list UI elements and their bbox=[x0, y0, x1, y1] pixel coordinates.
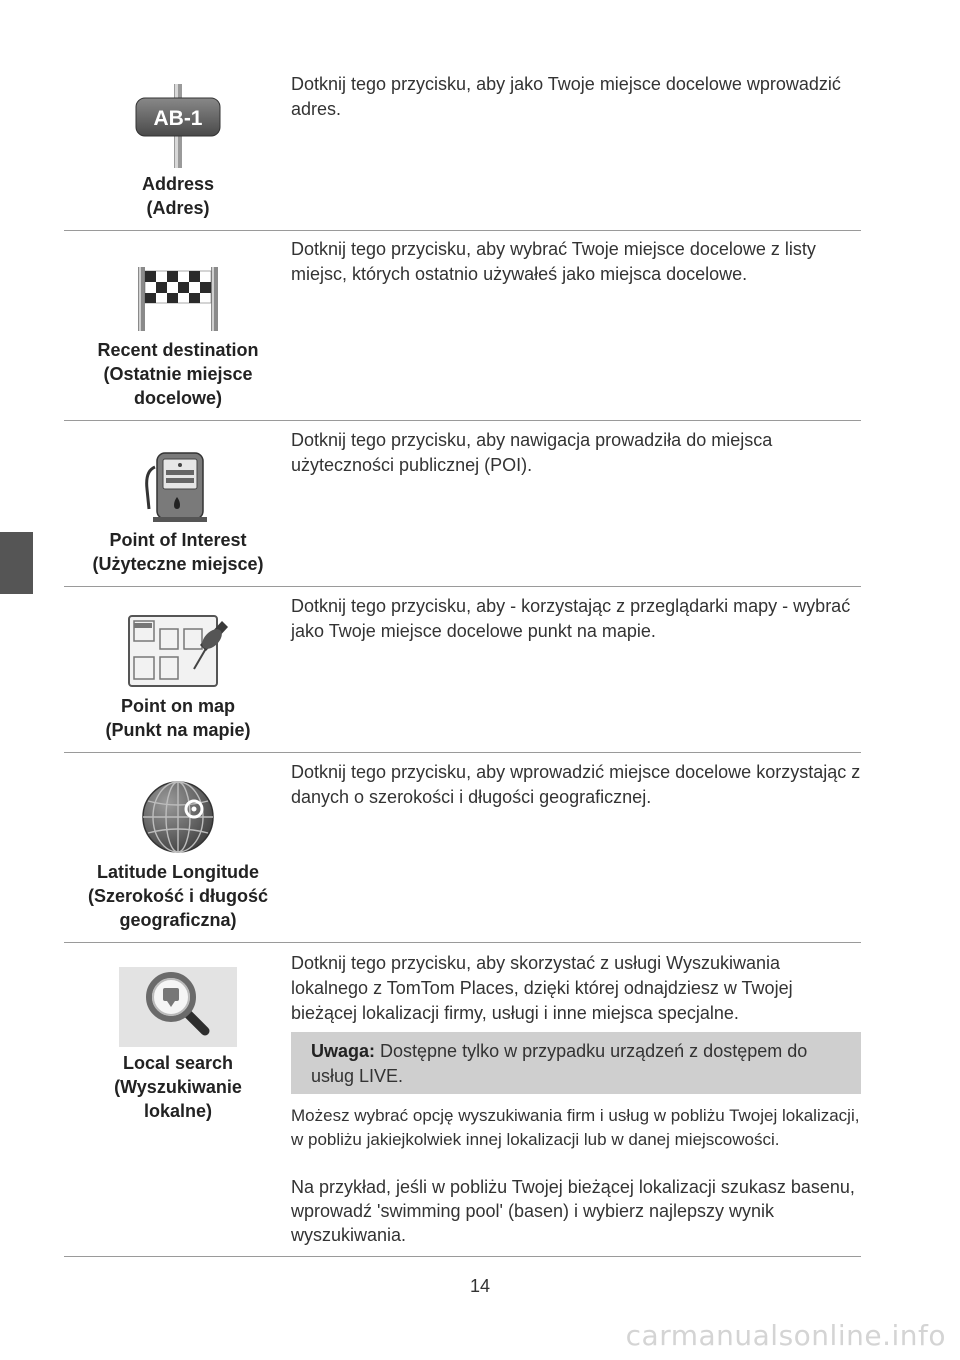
map-pin-icon[interactable] bbox=[126, 613, 230, 689]
entry-label: Recent destination (Ostatnie miejsce docelowe) bbox=[97, 340, 259, 408]
entry-point-on-map bbox=[64, 587, 861, 753]
page-number: 14 bbox=[469, 1276, 491, 1296]
entry-description: Dotknij tego przycisku, aby wprowadzić miejsce docelowe korzystając z danych o szerokości i długości geograficznej. bbox=[291, 762, 861, 807]
extra-text-2: Na przykład, jeśli w pobliżu Twojej bieżącej lokalizacji szukasz basenu, wprowadź 'swimming pool' (basen) i wybierz najlepszy wynik wyszukiwania. bbox=[291, 1177, 855, 1245]
entry-description: Dotknij tego przycisku, aby jako Twoje miejsce docelowe wprowadzić adres. bbox=[291, 74, 841, 119]
entry-description: Dotknij tego przycisku, aby nawigacja prowadziła do miejsca użyteczności publicznej (POI). bbox=[291, 430, 773, 475]
note-box bbox=[291, 1032, 861, 1094]
watermark: carmanualsonline.info bbox=[625, 1319, 946, 1352]
entry-recent-destination bbox=[64, 231, 861, 421]
note-label: Uwaga: bbox=[311, 1041, 376, 1061]
magnifier-icon[interactable] bbox=[119, 967, 237, 1047]
entry-label: Latitude Longitude (Szerokość i długość geograficzna) bbox=[87, 862, 269, 930]
extra-text-1: Możesz wybrać opcję wyszukiwania firm i usług w pobliżu Twojej lokalizacji, w pobliżu jakiejkolwiek innej lokalizacji lub w danej miejscowości. bbox=[291, 1106, 860, 1149]
entry-address bbox=[64, 60, 861, 231]
entry-latitude-longitude bbox=[64, 753, 861, 943]
entry-label: Address (Adres) bbox=[141, 174, 215, 218]
entry-label: Point on map (Punkt na mapie) bbox=[105, 696, 251, 740]
chapter-side-tab bbox=[0, 532, 33, 594]
fuel-pump-icon[interactable] bbox=[141, 449, 215, 523]
entry-label: Point of Interest (Użyteczne miejsce) bbox=[92, 530, 264, 574]
globe-icon[interactable] bbox=[140, 779, 216, 855]
entry-point-of-interest bbox=[64, 421, 861, 587]
entry-local-search bbox=[64, 943, 861, 1257]
entry-description: Dotknij tego przycisku, aby wybrać Twoje miejsce docelowe z listy miejsc, których ostatnio używałeś jako miejsca docelowe. bbox=[291, 239, 816, 284]
entry-label: Local search (Wyszukiwanie lokalne) bbox=[114, 1053, 242, 1121]
entry-description: Dotknij tego przycisku, aby skorzystać z usługi Wyszukiwania lokalnego z TomTom Places, dzięki której odnajdziesz w Twojej bieżącej lokalizacji firmy, usługi i inne miejsca specjalne. bbox=[291, 953, 793, 1023]
checkered-flag-icon[interactable] bbox=[136, 265, 220, 331]
address-sign-icon[interactable] bbox=[130, 84, 226, 168]
sign-text: AB-1 bbox=[153, 107, 203, 130]
note-text: Dostępne tylko w przypadku urządzeń z dostępem do usług LIVE. bbox=[311, 1041, 808, 1086]
entry-description: Dotknij tego przycisku, aby - korzystając z przeglądarki mapy - wybrać jako Twoje miejsce docelowe punkt na mapie. bbox=[291, 596, 851, 641]
